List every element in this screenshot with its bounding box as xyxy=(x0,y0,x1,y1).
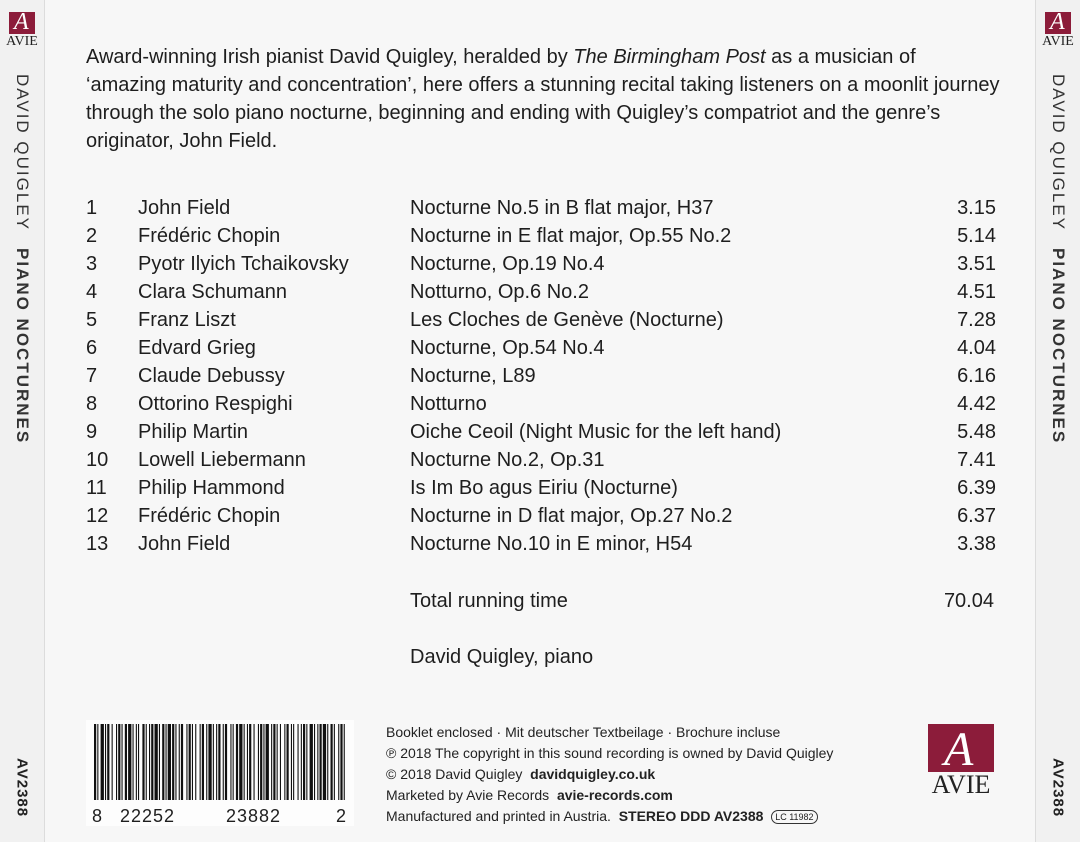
track-duration: 3.38 xyxy=(957,533,996,555)
track-row xyxy=(86,250,996,278)
label-code-badge: LC 11982 xyxy=(771,810,817,824)
logo-mark: A xyxy=(14,9,29,35)
copyright-notice: © 2018 David Quigley xyxy=(386,766,523,782)
track-composer: Philip Martin xyxy=(138,421,249,443)
intro-paragraph xyxy=(86,43,1001,155)
track-duration: 4.04 xyxy=(957,337,996,359)
avie-spine-logo xyxy=(2,9,42,52)
credits-block xyxy=(386,722,906,827)
track-work: Nocturne in D flat major, Op.27 No.2 xyxy=(410,505,733,527)
logo-word: AVIE xyxy=(931,770,991,799)
track-row xyxy=(86,418,996,446)
track-row xyxy=(86,474,996,502)
track-work: Nocturne No.5 in B flat major, H37 xyxy=(410,197,714,219)
track-number: 1 xyxy=(86,197,98,219)
track-duration: 5.48 xyxy=(957,421,996,443)
track-work: Notturno xyxy=(410,393,487,415)
track-number: 8 xyxy=(86,393,98,415)
track-duration: 4.51 xyxy=(957,281,996,303)
track-row xyxy=(86,362,996,390)
spine-catalog: AV2388 xyxy=(13,758,31,818)
logo-mark: A xyxy=(1050,9,1065,35)
track-duration: 5.14 xyxy=(957,225,996,247)
track-number: 10 xyxy=(86,449,109,471)
track-duration: 6.16 xyxy=(957,365,996,387)
track-composer: Philip Hammond xyxy=(138,477,285,499)
barcode-digit: 2 xyxy=(336,806,348,826)
track-number: 4 xyxy=(86,281,98,303)
track-row xyxy=(86,502,996,530)
track-number: 12 xyxy=(86,505,109,527)
track-work: Oiche Ceoil (Night Music for the left hand) xyxy=(410,421,782,443)
track-composer: Claude Debussy xyxy=(138,365,285,387)
track-duration: 6.37 xyxy=(957,505,996,527)
spine-artist: DAVID QUIGLEY xyxy=(13,74,32,231)
track-number: 3 xyxy=(86,253,98,275)
artist-website: davidquigley.co.uk xyxy=(530,766,656,782)
track-composer: Lowell Liebermann xyxy=(138,449,306,471)
track-work: Les Cloches de Genève (Nocturne) xyxy=(410,309,724,331)
publication-name: The Birmingham Post xyxy=(573,46,766,68)
left-spine xyxy=(0,0,45,842)
manufacturing-line xyxy=(386,806,906,827)
right-spine xyxy=(1035,0,1080,842)
track-work: Nocturne, L89 xyxy=(410,365,536,387)
phonogram-notice: ℗ 2018 The copyright in this sound recording is owned by David Quigley xyxy=(386,745,834,761)
track-work: Nocturne, Op.19 No.4 xyxy=(410,253,605,275)
intro-text: as a musician of ‘amazing maturity and concentration’, here offers a stunning recital taking listeners on a moonlit journey through the solo piano nocturne, beginning and ending with Quigley’s compatriot and the genre’s originator, John Field. xyxy=(86,46,1000,152)
track-row xyxy=(86,194,996,222)
track-composer: Frédéric Chopin xyxy=(138,225,281,247)
track-row xyxy=(86,278,996,306)
track-number: 2 xyxy=(86,225,98,247)
barcode-digit: 22252 xyxy=(120,806,176,826)
logo-mark: A xyxy=(944,723,974,776)
spine-artist: DAVID QUIGLEY xyxy=(1049,74,1068,231)
track-composer: Ottorino Respighi xyxy=(138,393,293,415)
track-duration: 6.39 xyxy=(957,477,996,499)
track-composer: Frédéric Chopin xyxy=(138,505,281,527)
track-work: Nocturne No.2, Op.31 xyxy=(410,449,605,471)
track-work: Nocturne, Op.54 No.4 xyxy=(410,337,605,359)
track-composer: John Field xyxy=(138,533,231,555)
track-number: 11 xyxy=(86,477,107,499)
track-work: Is Im Bo agus Eiriu (Nocturne) xyxy=(410,477,678,499)
track-list xyxy=(86,194,996,558)
logo-word: AVIE xyxy=(6,34,38,49)
avie-spine-logo xyxy=(1038,9,1078,52)
track-row xyxy=(86,530,996,558)
track-composer: Franz Liszt xyxy=(138,309,236,331)
avie-logo xyxy=(924,723,998,799)
barcode xyxy=(86,720,354,826)
copyright-line xyxy=(386,764,906,785)
manufactured-note: Manufactured and printed in Austria. xyxy=(386,808,611,824)
track-number: 9 xyxy=(86,421,98,443)
track-number: 7 xyxy=(86,365,98,387)
track-composer: Edvard Grieg xyxy=(138,337,256,359)
track-duration: 3.51 xyxy=(957,253,996,275)
logo-word: AVIE xyxy=(1042,34,1074,49)
label-website: avie-records.com xyxy=(556,787,673,803)
barcode-bars xyxy=(92,724,348,800)
track-duration: 7.41 xyxy=(957,449,996,471)
booklet-note: Booklet enclosed · Mit deutscher Textbeilage · Brochure incluse xyxy=(386,724,781,740)
spine-album: PIANO NOCTURNES xyxy=(1049,247,1068,444)
track-composer: Pyotr Ilyich Tchaikovsky xyxy=(138,253,349,275)
track-work: Notturno, Op.6 No.2 xyxy=(410,281,589,303)
intro-text: Award-winning Irish pianist David Quigley, heralded by xyxy=(86,46,574,68)
track-duration: 7.28 xyxy=(957,309,996,331)
spine-album: PIANO NOCTURNES xyxy=(13,247,32,444)
track-number: 6 xyxy=(86,337,98,359)
track-row xyxy=(86,390,996,418)
track-work: Nocturne in E flat major, Op.55 No.2 xyxy=(410,225,732,247)
track-number: 5 xyxy=(86,309,98,331)
track-composer: Clara Schumann xyxy=(138,281,287,303)
total-value: 70.04 xyxy=(943,590,994,612)
track-composer: John Field xyxy=(138,197,231,219)
track-number: 13 xyxy=(86,533,109,555)
performer-credit: David Quigley, piano xyxy=(410,646,594,668)
barcode-digit: 8 xyxy=(92,806,104,826)
marketed-by: Marketed by Avie Records xyxy=(386,787,550,803)
spine-title xyxy=(1048,74,1068,444)
format-info: STEREO DDD AV2388 xyxy=(618,808,764,824)
track-row xyxy=(86,334,996,362)
track-work: Nocturne No.10 in E minor, H54 xyxy=(410,533,693,555)
track-row xyxy=(86,446,996,474)
total-running-time xyxy=(410,586,994,616)
track-duration: 4.42 xyxy=(957,393,996,415)
barcode-digits xyxy=(86,806,354,828)
track-row xyxy=(86,222,996,250)
spine-title xyxy=(12,74,32,444)
marketing-line xyxy=(386,785,906,806)
total-label: Total running time xyxy=(410,590,568,612)
track-row xyxy=(86,306,996,334)
spine-catalog: AV2388 xyxy=(1049,758,1067,818)
barcode-digit: 23882 xyxy=(226,806,282,826)
track-duration: 3.15 xyxy=(957,197,996,219)
